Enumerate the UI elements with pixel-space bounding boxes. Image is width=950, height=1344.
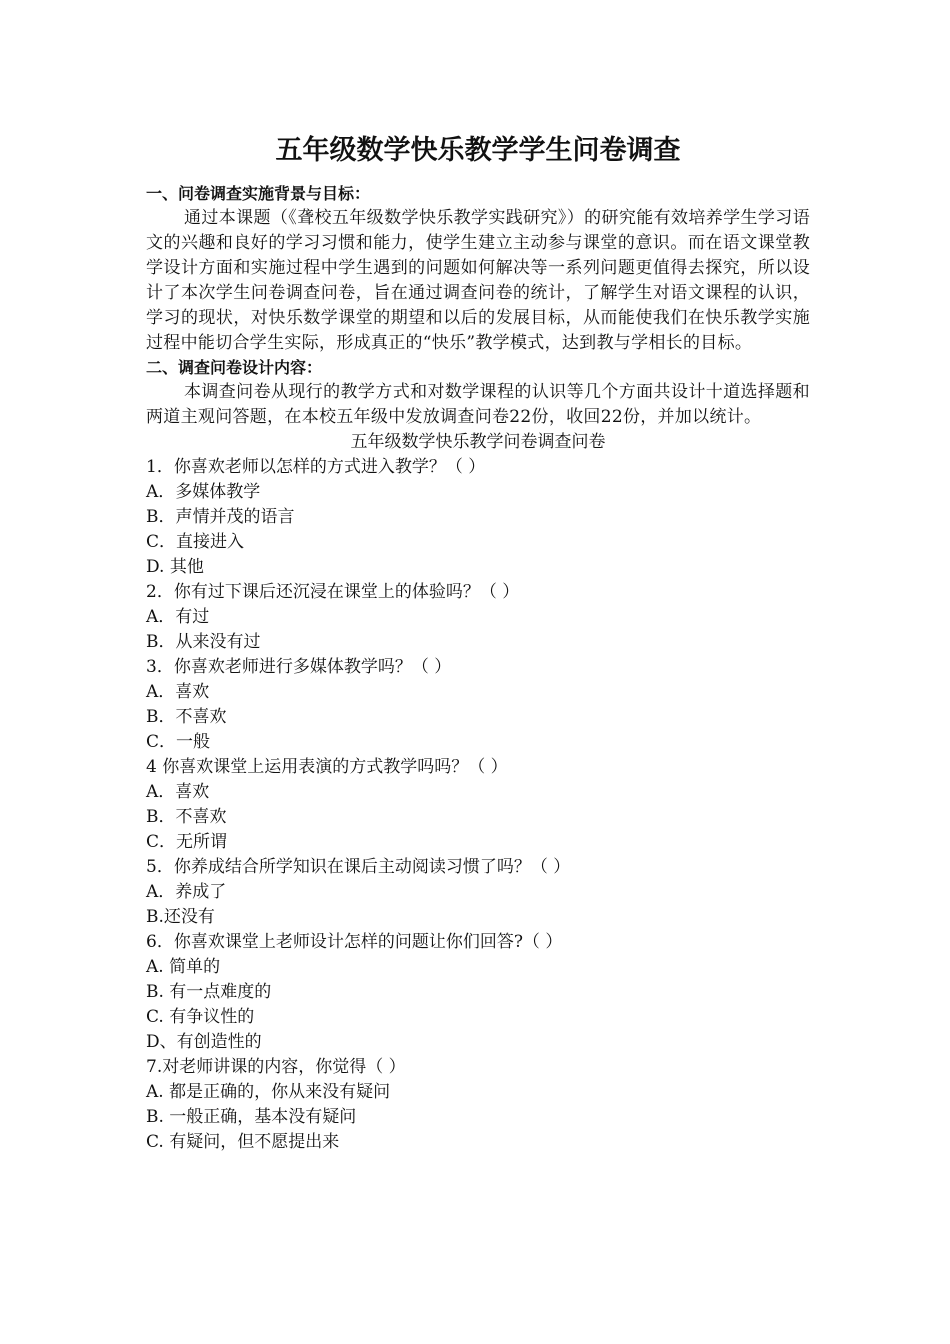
option-line: A．喜欢 bbox=[146, 782, 210, 802]
option-line: A．喜欢 bbox=[146, 682, 210, 702]
question-line: 2．你有过下课后还沉浸在课堂上的体验吗？（ ） bbox=[146, 582, 520, 602]
document-content bbox=[146, 134, 810, 1155]
option-line: B．从来没有过 bbox=[146, 632, 261, 652]
option-line: B．不喜欢 bbox=[146, 807, 227, 827]
option-line: C．一般 bbox=[146, 732, 211, 752]
question-line: 5．你养成结合所学知识在课后主动阅读习惯了吗？（ ） bbox=[146, 857, 571, 877]
option-line: A. 都是正确的，你从来没有疑问 bbox=[146, 1082, 391, 1102]
option-line: A. 简单的 bbox=[146, 957, 221, 977]
option-line: A．有过 bbox=[146, 607, 210, 627]
question-line: 4 你喜欢课堂上运用表演的方式教学吗吗？（ ） bbox=[146, 757, 508, 777]
option-line: C．无所谓 bbox=[146, 832, 228, 852]
option-line: D、有创造性的 bbox=[146, 1032, 262, 1052]
question-line: 1．你喜欢老师以怎样的方式进入教学？（ ） bbox=[146, 457, 486, 477]
questionnaire-title: 五年级数学快乐教学问卷调查问卷 bbox=[350, 432, 606, 452]
question-line: 6．你喜欢课堂上老师设计怎样的问题让你们回答?（ ） bbox=[146, 932, 563, 952]
option-line: B．不喜欢 bbox=[146, 707, 227, 727]
question-list bbox=[146, 455, 810, 1155]
option-line: A．多媒体教学 bbox=[146, 482, 261, 502]
section1-paragraph: 通过本课题（《聋校五年级数学快乐教学实践研究》）的研究能有效培养学生学习语文的兴趣和良好的学习习惯和能力，使学生建立主动参与课堂的意识。而在语文课堂教学设计方面和实施过程中学生遇到的问题如何解决等一系列问题更值得去探究，所以设计了本次学生问卷调查问卷，旨在通过调查问卷的统计，了解学生对语文课程的认识，学习的现状，对快乐数学课堂的期望和以后的发展目标，从而能使我们在快乐教学实施过程中能切合学生实际，形成真正的“快乐”教学模式，达到教与学相长的目标。 bbox=[146, 208, 810, 353]
question-line: 3．你喜欢老师进行多媒体教学吗？（ ） bbox=[146, 657, 452, 677]
option-line: B．声情并茂的语言 bbox=[146, 507, 295, 527]
option-line: C. 有疑问，但不愿提出来 bbox=[146, 1132, 340, 1152]
section2-heading: 二、调查问卷设计内容： bbox=[146, 358, 323, 377]
document-title: 五年级数学快乐教学学生问卷调查 bbox=[275, 135, 681, 166]
option-line: C．直接进入 bbox=[146, 532, 245, 552]
option-line: B.还没有 bbox=[146, 907, 215, 927]
option-line: B. 一般正确，基本没有疑问 bbox=[146, 1107, 357, 1127]
section2-paragraph: 本调查问卷从现行的教学方式和对数学课程的认识等几个方面共设计十道选择题和两道主观问答题，在本校五年级中发放调查问卷22份，收回22份，并加以统计。 bbox=[146, 382, 810, 427]
option-line: B. 有一点难度的 bbox=[146, 982, 272, 1002]
option-line: D. 其他 bbox=[146, 557, 204, 577]
question-line: 7.对老师讲课的内容，你觉得（ ） bbox=[146, 1057, 406, 1077]
section1-heading: 一、问卷调查实施背景与目标： bbox=[146, 184, 371, 203]
option-line: C. 有争议性的 bbox=[146, 1007, 255, 1027]
option-line: A．养成了 bbox=[146, 882, 227, 902]
